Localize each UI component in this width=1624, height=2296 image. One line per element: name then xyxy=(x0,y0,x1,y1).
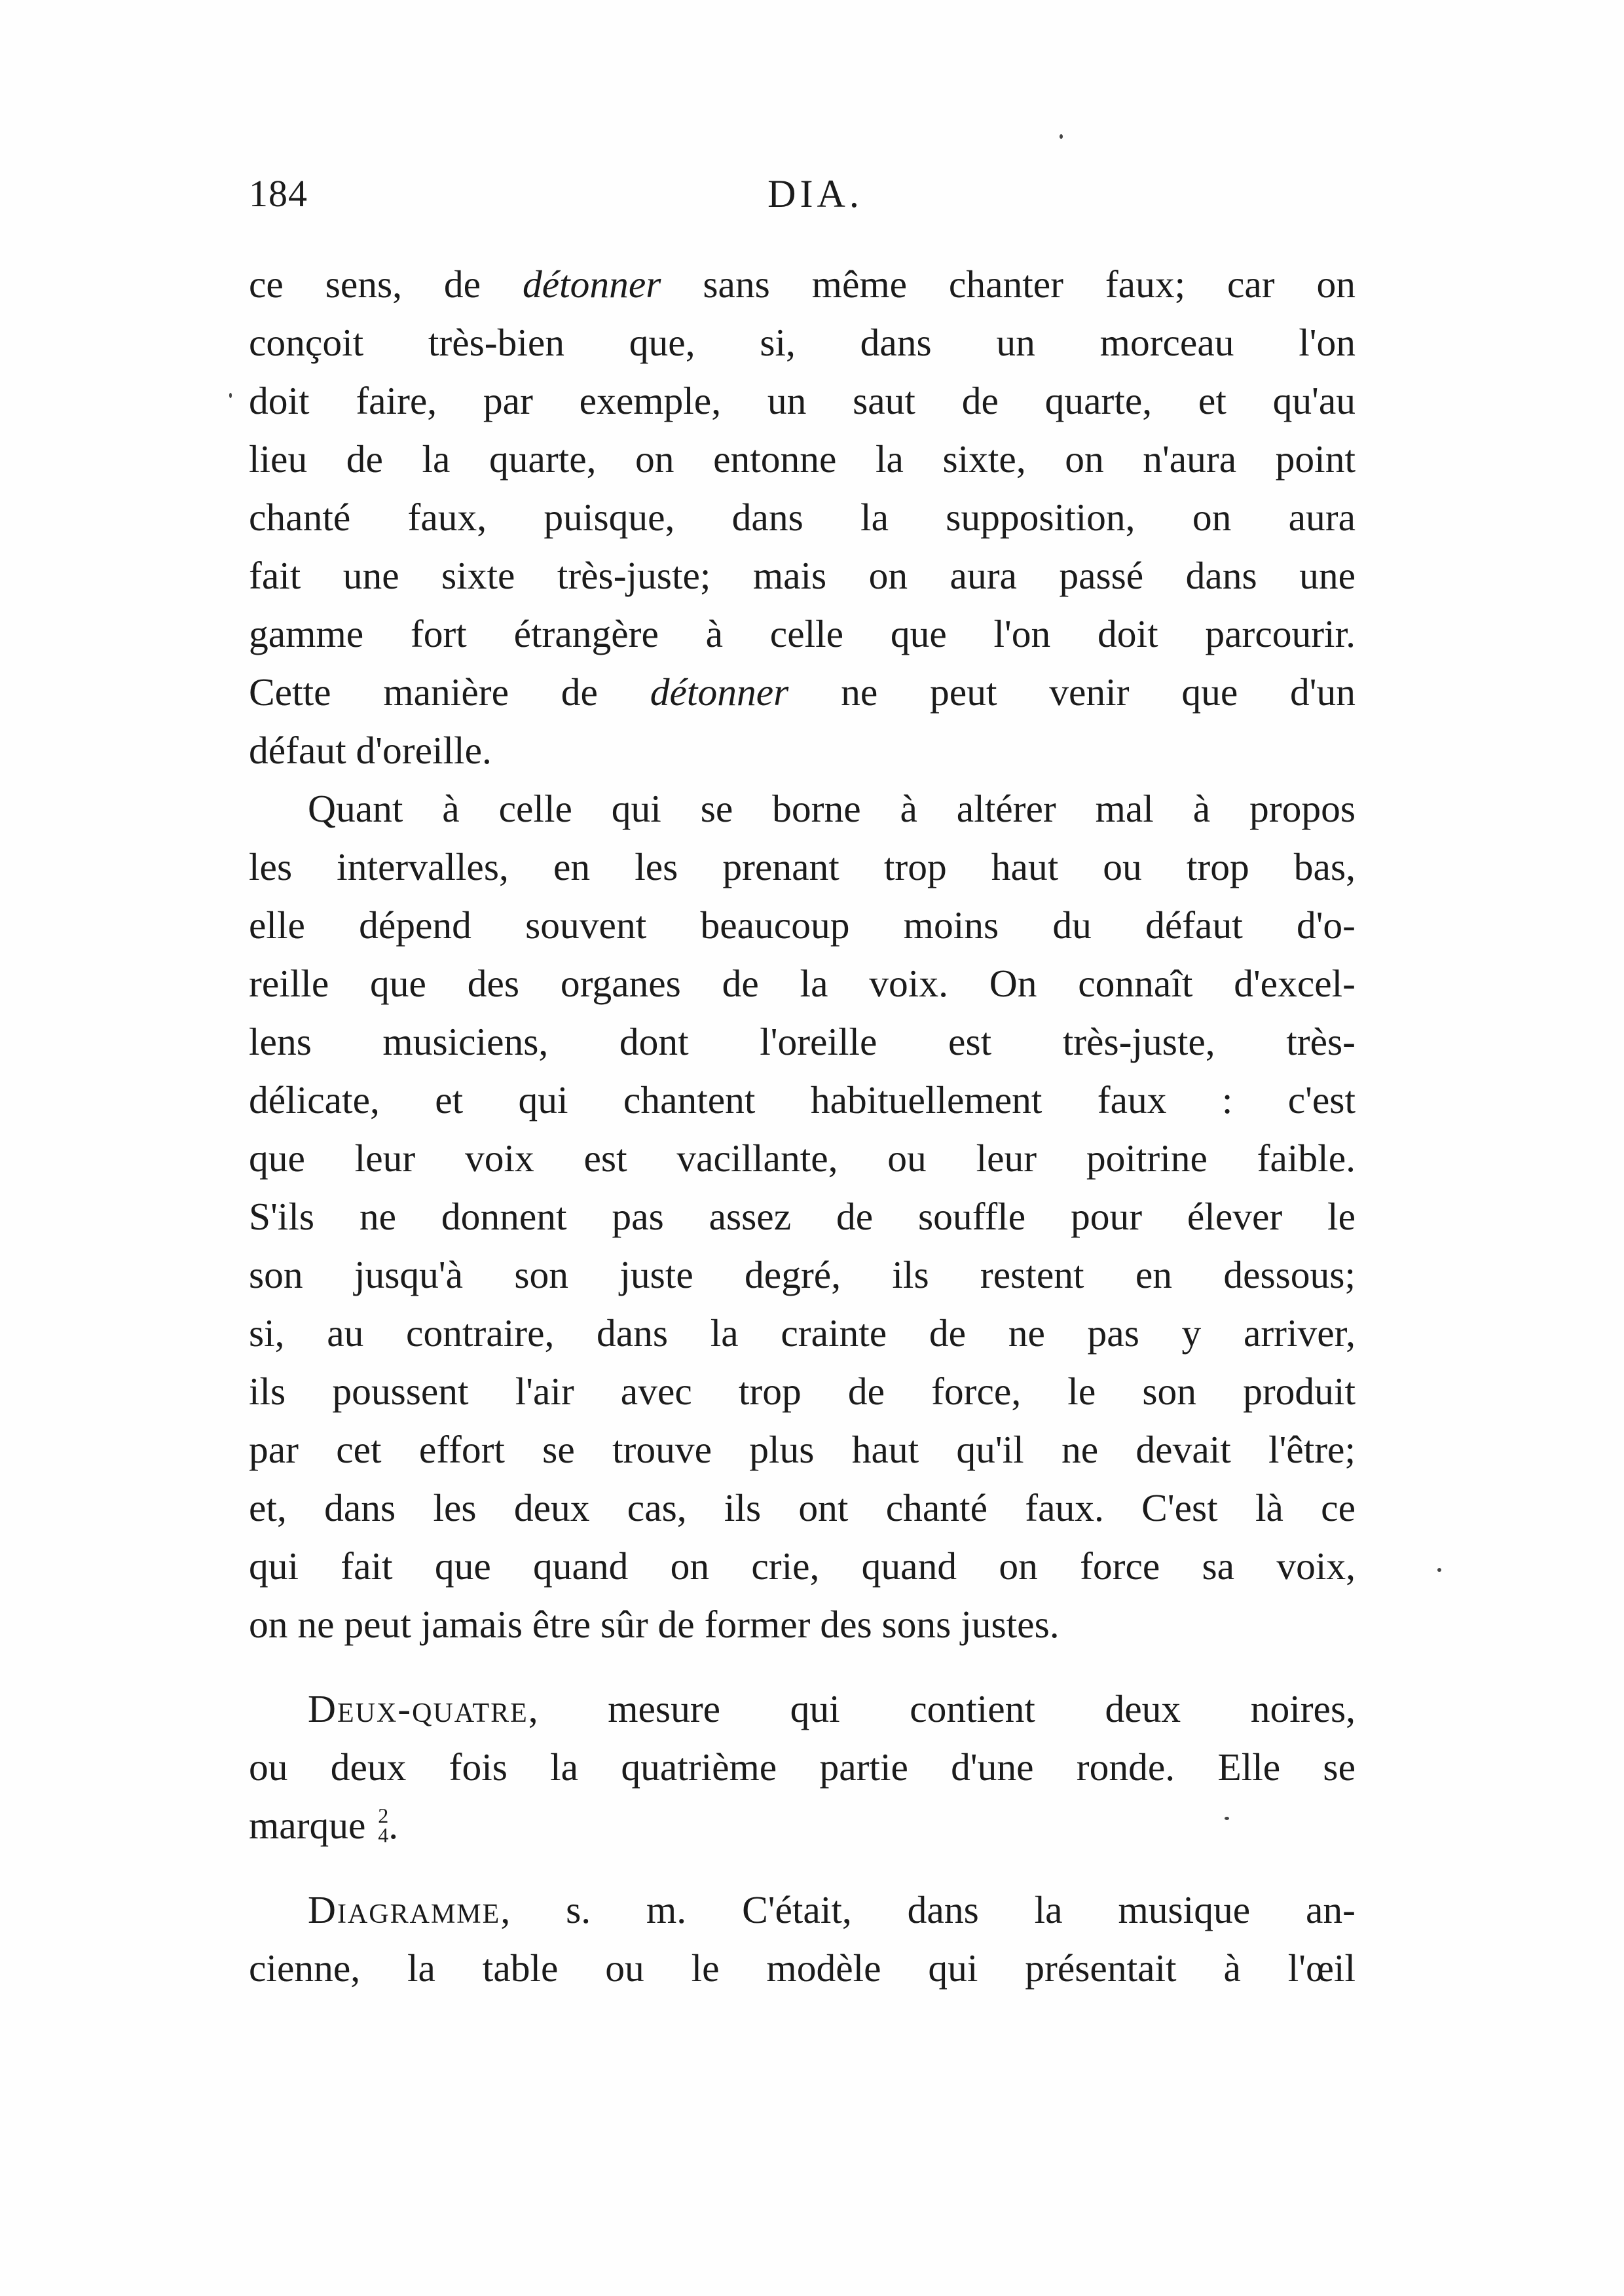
entry-spacer xyxy=(249,1654,1356,1680)
page-number: 184 xyxy=(249,172,308,215)
text-line: gamme fort étrangère à celle que l'on doit parcourir. xyxy=(249,612,1356,655)
text-line: doit faire, par exemple, un saut de quarte, et qu'au xyxy=(249,379,1356,422)
text-line: ou deux fois la quatrième partie d'une ronde. Elle se xyxy=(249,1745,1356,1789)
entry-headword: Diagramme xyxy=(308,1888,501,1931)
text-line: Diagramme, s. m. C'était, dans la musique an- xyxy=(308,1888,1356,1931)
text-line: ce sens, de détonner sans même chanter faux; car on xyxy=(249,263,1356,306)
paragraph-detonner-continuation xyxy=(249,255,1356,780)
text-line: Deux-quatre, mesure qui contient deux noires, xyxy=(308,1687,1356,1730)
text-line: S'ils ne donnent pas assez de souffle pour élever le xyxy=(249,1195,1356,1238)
text-line: lens musiciens, dont l'oreille est très-juste, très- xyxy=(249,1020,1356,1063)
text-line: on ne peut jamais être sûr de former des sons justes. xyxy=(249,1603,1060,1646)
text-line: Quant à celle qui se borne à altérer mal à propos xyxy=(308,787,1356,830)
page-header xyxy=(249,172,1356,230)
emphasized-term: détonner xyxy=(522,263,661,306)
text-line: ils poussent l'air avec trop de force, le son produit xyxy=(249,1370,1356,1413)
text-line: fait une sixte très-juste; mais on aura passé dans une xyxy=(249,554,1356,597)
text-line: elle dépend souvent beaucoup moins du défaut d'o- xyxy=(249,903,1356,947)
text-line: conçoit très-bien que, si, dans un morceau l'on xyxy=(249,321,1356,364)
text-line: qui fait que quand on crie, quand on force sa voix, xyxy=(249,1544,1356,1588)
entry-diagramme xyxy=(249,1881,1356,1997)
scan-speck xyxy=(229,393,232,398)
text-line: marque 2 4 . xyxy=(249,1804,399,1847)
entry-spacer xyxy=(249,1855,1356,1881)
paragraph-intervals xyxy=(249,780,1356,1654)
text-line: Cette manière de détonner ne peut venir que d'un xyxy=(249,670,1356,714)
text-line: chanté faux, puisque, dans la supposition, on aura xyxy=(249,496,1356,539)
scan-speck xyxy=(1437,1568,1441,1572)
scan-speck xyxy=(1060,134,1063,139)
text-line: cienne, la table ou le modèle qui présentait à l'œil xyxy=(249,1946,1356,1990)
entry-deux-quatre xyxy=(249,1680,1356,1855)
text-line: son jusqu'à son juste degré, ils restent en dessous; xyxy=(249,1253,1356,1296)
text-line: que leur voix est vacillante, ou leur poitrine faible. xyxy=(249,1137,1356,1180)
text-line: et, dans les deux cas, ils ont chanté faux. C'est là ce xyxy=(249,1486,1356,1529)
text-line: lieu de la quarte, on entonne la sixte, on n'aura point xyxy=(249,437,1356,481)
scan-speck xyxy=(1225,1817,1229,1820)
text-line: délicate, et qui chantent habituellement faux : c'est xyxy=(249,1078,1356,1121)
emphasized-term: détonner xyxy=(650,670,789,714)
entry-headword: Deux-quatre xyxy=(308,1687,528,1730)
time-signature-fraction: 2 4 xyxy=(378,1804,389,1847)
text-line: défaut d'oreille. xyxy=(249,729,492,772)
body-text xyxy=(249,255,1356,1997)
text-line: si, au contraire, dans la crainte de ne pas y arriver, xyxy=(249,1311,1356,1355)
text-line: les intervalles, en les prenant trop haut ou trop bas, xyxy=(249,845,1356,888)
running-head: DIA. xyxy=(767,172,863,215)
text-line: par cet effort se trouve plus haut qu'il ne devait l'être; xyxy=(249,1428,1356,1471)
text-line: reille que des organes de la voix. On connaît d'excel- xyxy=(249,962,1356,1005)
